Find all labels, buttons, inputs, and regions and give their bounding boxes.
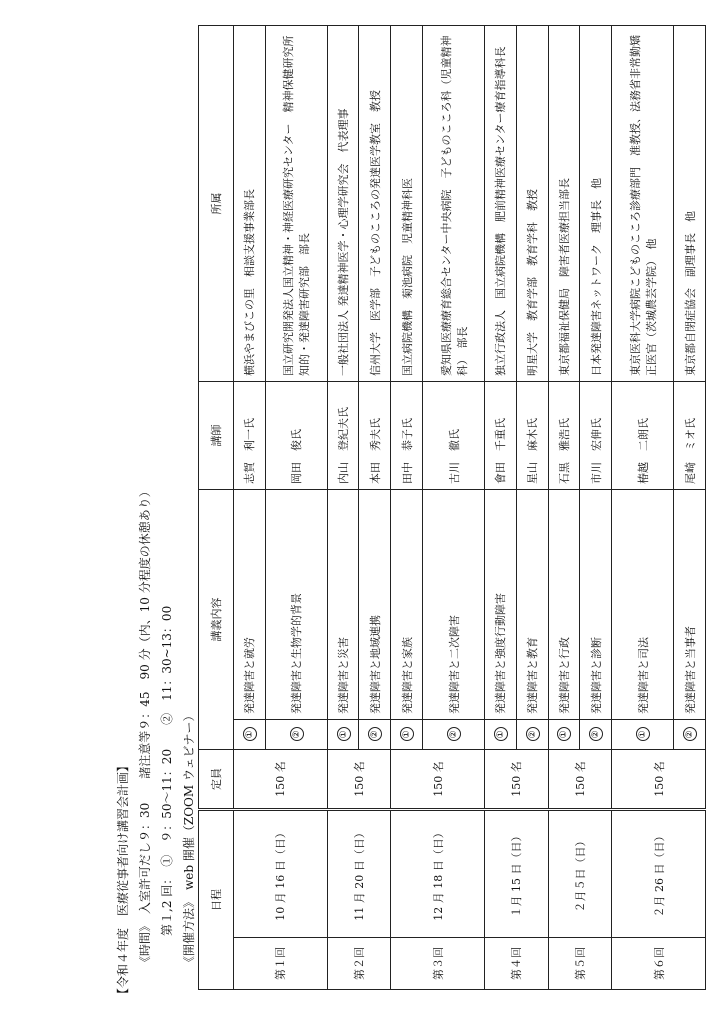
table-row	[484, 26, 516, 990]
session-capacity: 150 名	[391, 750, 485, 810]
session-number: 第６回	[612, 938, 706, 990]
lecture-mark-cell	[484, 720, 516, 750]
lecture-content: 発達障害と当事者	[674, 490, 706, 720]
header-lecturer: 講師	[199, 382, 234, 490]
lecture-mark: ①	[337, 728, 351, 742]
session-number: 第３回	[391, 938, 485, 990]
table-row	[234, 26, 266, 990]
lecture-mark: ②	[683, 728, 697, 742]
lecture-content: 発達障害と生物学的背景	[265, 490, 327, 720]
lecture-mark: ②	[589, 728, 603, 742]
table-row	[391, 26, 423, 990]
lecturer-name: 星山 麻木氏	[516, 382, 548, 490]
schedule-table	[198, 25, 706, 990]
lecture-content: 発達障害と災害	[327, 490, 359, 720]
lecture-content: 発達障害と地域連携	[359, 490, 391, 720]
lecture-mark: ②	[368, 728, 382, 742]
session-date: １月 15 日（日）	[484, 810, 548, 938]
lecture-content: 発達障害と二次障害	[423, 490, 485, 720]
lecture-content: 発達障害と教育	[516, 490, 548, 720]
lecturer-affiliation: 国立病院機構 菊池病院 児童精神科医	[391, 26, 423, 382]
lecturer-affiliation: 一般社団法人 発達精神医学・心理学研究会 代表理事	[327, 26, 359, 382]
lecturer-name: 志賀 利一氏	[234, 382, 266, 490]
lecturer-name: 岡田 俊氏	[265, 382, 327, 490]
session-capacity: 150 名	[484, 750, 548, 810]
lecturer-affiliation: 横浜やまびこの里 相談支援事業部長	[234, 26, 266, 382]
lecture-mark: ②	[447, 728, 461, 742]
lecture-mark: ②	[290, 728, 304, 742]
session-date: ２月５日（日）	[548, 810, 612, 938]
lecture-mark: ①	[494, 728, 508, 742]
header-date: 日程	[199, 810, 234, 990]
lecture-content: 発達障害と診断	[580, 490, 612, 720]
header-capacity: 定員	[199, 750, 234, 810]
session-date: 11 月 20 日（日）	[327, 810, 391, 938]
lecture-mark-cell	[423, 720, 485, 750]
lecturer-affiliation: 国立研究開発法人国立精神・神経医療研究センター 精神保健研究所知的・発達障害研究部 部長	[265, 26, 327, 382]
time-line: 《時間》 入室許可だし９：30 諸注意等９：45 90 分（内、10 分程度の休憩あり）	[138, 485, 152, 968]
lecturer-affiliation: 信州大学 医学部 子どものこころの発達医学教室 教授	[359, 26, 391, 382]
method-line: 《開催方法》 web 開催（ZOOM ウェビナー）	[182, 709, 196, 968]
lecturer-name: 椿越 二朗氏	[612, 382, 674, 490]
lecture-mark-cell	[548, 720, 580, 750]
lecturer-affiliation: 日本発達障害ネットワーク 理事長 他	[580, 26, 612, 382]
lecture-mark-cell	[265, 720, 327, 750]
session-capacity: 150 名	[327, 750, 391, 810]
session-capacity: 150 名	[612, 750, 706, 810]
session-number: 第１回	[234, 938, 328, 990]
session-time-line: 第１,2 回： ① ９：50～11：20 ② 11：30~13：00	[160, 605, 174, 936]
session-number: 第５回	[548, 938, 612, 990]
table-row	[327, 26, 359, 990]
lecture-content: 発達障害と行政	[548, 490, 580, 720]
lecturer-name: 本田 秀夫氏	[359, 382, 391, 490]
lecture-mark: ②	[526, 728, 540, 742]
lecturer-affiliation: 愛知県医療療育総合センター中央病院 子どものこころ科（児童精神科） 部長	[423, 26, 485, 382]
lecturer-name: 會田 千重氏	[484, 382, 516, 490]
lecture-content: 発達障害と家族	[391, 490, 423, 720]
lecture-mark: ①	[243, 728, 257, 742]
lecturer-affiliation: 東京医科大学病院こどものこころ診療部門 准教授、法務省非常勤矯正医官（茨城農芸学院） 他	[612, 26, 674, 382]
lecture-mark: ①	[557, 728, 571, 742]
schedule-body	[234, 26, 706, 990]
table-row	[548, 26, 580, 990]
lecturer-name: 市川 宏伸氏	[580, 382, 612, 490]
lecture-content: 発達障害と司法	[612, 490, 674, 720]
header-row	[199, 26, 234, 990]
lecturer-name: 田中 恭子氏	[391, 382, 423, 490]
header-content: 講義内容	[199, 490, 234, 750]
lecturer-affiliation: 独立行政法人 国立病院機構 肥前精神医療センター療育指導科長	[484, 26, 516, 382]
lecturer-affiliation: 東京都福祉保健局 障害者医療担当部長	[548, 26, 580, 382]
session-date: 12 月 18 日（日）	[391, 810, 485, 938]
lecture-mark-cell	[359, 720, 391, 750]
lecture-mark-cell	[234, 720, 266, 750]
session-capacity: 150 名	[548, 750, 612, 810]
heading-block	[112, 100, 200, 1000]
lecture-mark-cell	[327, 720, 359, 750]
lecturer-name: 石黒 雅浩氏	[548, 382, 580, 490]
table-row	[612, 26, 674, 990]
lecture-mark-cell	[580, 720, 612, 750]
session-date: 10 月 16 日（日）	[234, 810, 328, 938]
lecture-mark: ①	[636, 728, 650, 742]
lecture-mark-cell	[612, 720, 674, 750]
plan-title: 【令和４年度 医療従事者向け講習会計画】	[116, 759, 130, 1000]
lecture-mark-cell	[391, 720, 423, 750]
session-date: ２月 26 日（日）	[612, 810, 706, 938]
session-capacity: 150 名	[234, 750, 328, 810]
lecture-mark-cell	[516, 720, 548, 750]
lecture-content: 発達障害と就労	[234, 490, 266, 720]
session-number: 第２回	[327, 938, 391, 990]
lecturer-name: 内山 登紀夫氏	[327, 382, 359, 490]
lecturer-name: 古川 徹氏	[423, 382, 485, 490]
lecture-mark: ①	[400, 728, 414, 742]
session-number: 第４回	[484, 938, 548, 990]
header-affiliation: 所属	[199, 26, 234, 382]
lecturer-affiliation: 東京都自閉症協会 副理事長 他	[674, 26, 706, 382]
lecturer-name: 尾崎 ミオ氏	[674, 382, 706, 490]
lecturer-affiliation: 明星大学 教育学部 教育学科 教授	[516, 26, 548, 382]
lecture-mark-cell	[674, 720, 706, 750]
lecture-content: 発達障害と強度行動障害	[484, 490, 516, 720]
